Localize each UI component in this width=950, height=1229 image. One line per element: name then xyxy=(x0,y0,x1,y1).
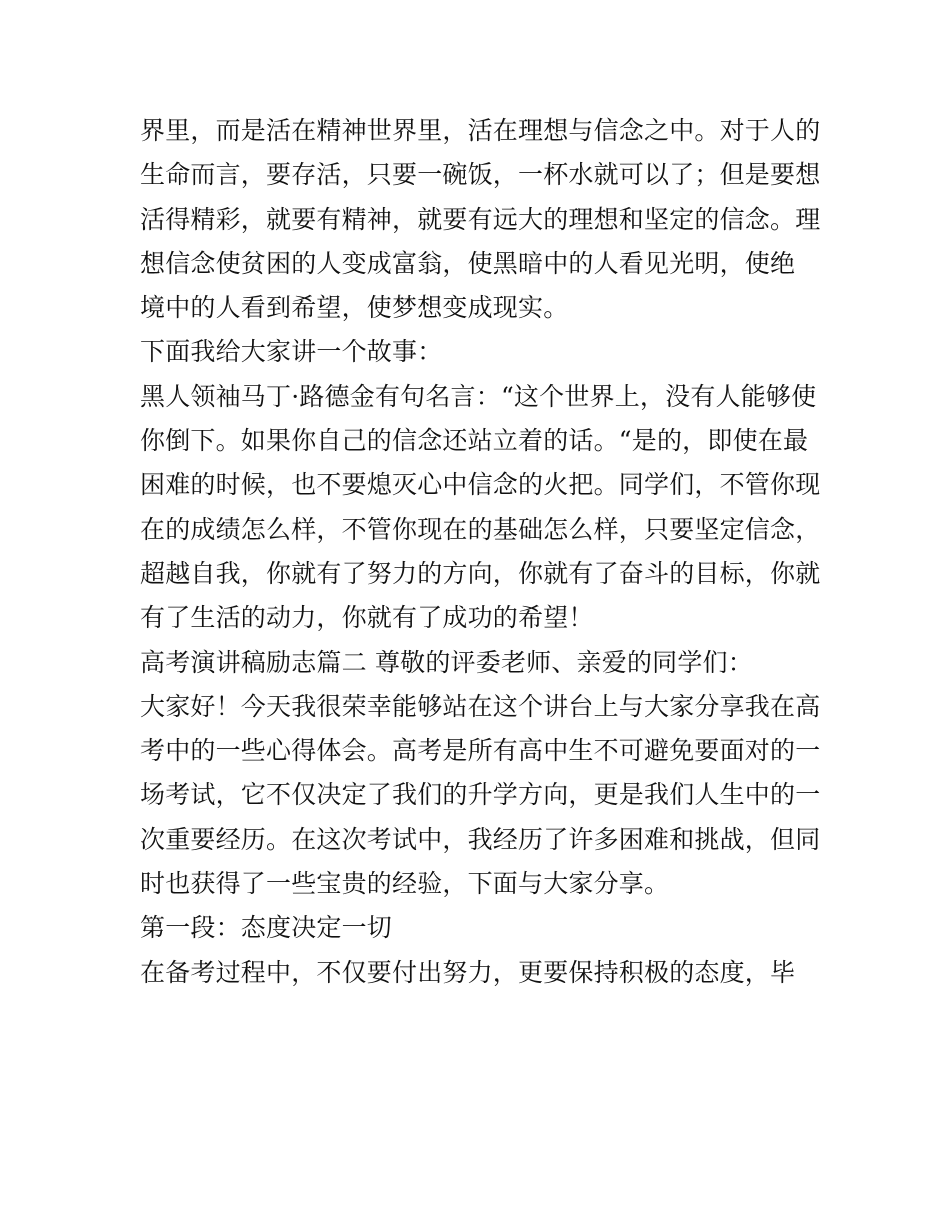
document-body xyxy=(140,109,820,995)
text-line: 困难的时候，也不要熄灭心中信念的火把。同学们，不管你现 xyxy=(140,470,821,500)
text-line: 超越自我，你就有了努力的方向，你就有了奋斗的目标，你就 xyxy=(140,558,821,588)
text-line: 生命而言，要存活，只要一碗饭，一杯水就可以了；但是要想 xyxy=(140,160,821,190)
text-line: 想信念使贫困的人变成富翁，使黑暗中的人看见光明，使绝 xyxy=(140,248,796,278)
text-line: 场考试，它不仅决定了我们的升学方向，更是我们人生中的一 xyxy=(140,780,821,810)
text-line: 活得精彩，就要有精神，就要有远大的理想和坚定的信念。理 xyxy=(140,204,821,234)
text-line: 次重要经历。在这次考试中，我经历了许多困难和挑战，但同 xyxy=(140,824,821,854)
text-line: 有了生活的动力，你就有了成功的希望！ xyxy=(140,603,594,633)
text-line: 你倒下。如果你自己的信念还站立着的话。“是的，即使在最 xyxy=(140,426,809,456)
text-line: 在备考过程中，不仅要付出努力，更要保持积极的态度，毕 xyxy=(140,957,796,987)
text-line: 黑人领袖马丁·路德金有句名言：“这个世界上，没有人能够使 xyxy=(140,381,817,411)
text-line: 界里，而是活在精神世界里，活在理想与信念之中。对于人的 xyxy=(140,116,821,145)
text-line: 下面我给大家讲一个故事： xyxy=(140,337,443,367)
section-heading: 高考演讲稿励志篇二 尊敬的评委老师、亲爱的同学们： xyxy=(140,647,753,677)
paragraph-heading: 第一段：态度决定一切 xyxy=(140,913,393,943)
text-line: 时也获得了一些宝贵的经验，下面与大家分享。 xyxy=(140,869,670,899)
text-line: 境中的人看到希望，使梦想变成现实。 xyxy=(140,293,569,323)
text-line: 在的成绩怎么样，不管你现在的基础怎么样，只要坚定信念， xyxy=(140,514,821,544)
text-line: 考中的一些心得体会。高考是所有高中生不可避免要面对的一 xyxy=(140,736,821,766)
text-line: 大家好！今天我很荣幸能够站在这个讲台上与大家分享我在高 xyxy=(140,691,821,721)
